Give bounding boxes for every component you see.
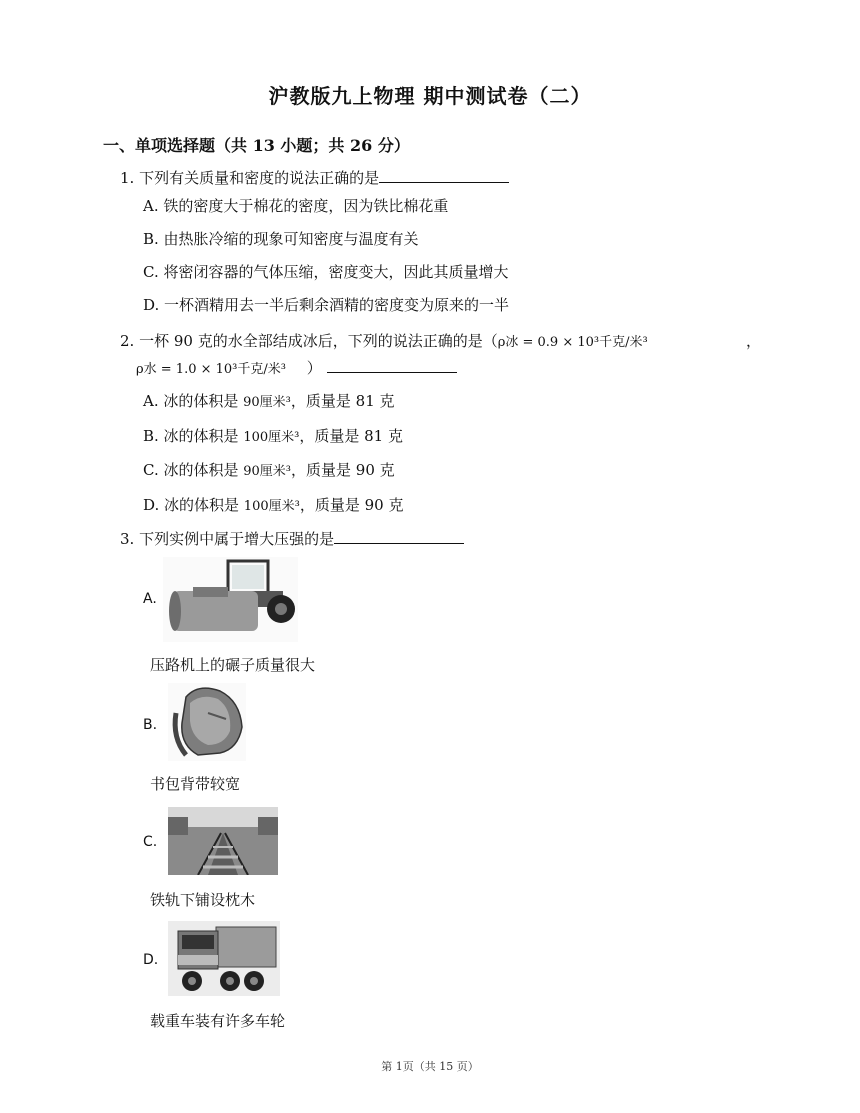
answer-blank: [327, 358, 457, 373]
question-3-stem: 3. 下列实例中属于增大压强的是: [120, 530, 335, 548]
answer-blank: [334, 529, 464, 544]
q1-option-a: A. 铁的密度大于棉花的密度，因为铁比棉花重: [143, 197, 449, 215]
q1-option-d: D. 一杯酒精用去一半后剩余酒精的密度变为原来的一半: [143, 296, 510, 314]
question-2: [120, 330, 648, 351]
dump-truck-icon: [168, 921, 280, 996]
answer-blank: [379, 168, 509, 183]
close-paren: ）: [306, 359, 322, 377]
q3-option-a-caption: 压路机上的碾子质量很大: [150, 656, 316, 674]
q2-option-c: C. 冰的体积是 90厘米³，质量是 90 克: [143, 461, 395, 479]
q3-option-c-letter: C.: [143, 834, 158, 850]
railway-track-icon: [168, 807, 278, 875]
rho-water-formula: ρ水 = 1.0 × 10³千克/米³: [136, 362, 286, 377]
page-footer: 第 1页（共 15 页）: [381, 1060, 479, 1073]
q3-option-d-letter: D.: [143, 952, 159, 968]
question-1-stem: 1. 下列有关质量和密度的说法正确的是: [120, 169, 380, 187]
section-heading: 一、单项选择题（共 13 小题；共 26 分）: [103, 136, 410, 155]
q3-option-d-caption: 载重车装有许多车轮: [150, 1012, 286, 1030]
q3-option-b-letter: B.: [143, 717, 158, 733]
page-title: 沪教版九上物理 期中测试卷（二）: [268, 84, 592, 108]
question-2-stem: 2. 一杯 90 克的水全部结成冰后，下列的说法正确的是（: [120, 332, 498, 350]
road-roller-icon: [163, 557, 298, 642]
q1-option-c: C. 将密闭容器的气体压缩，密度变大，因此其质量增大: [143, 263, 509, 281]
question-2-line2: [136, 357, 457, 378]
question-1: [120, 167, 509, 188]
q3-option-b-caption: 书包背带较宽: [150, 775, 241, 793]
q2-option-a: A. 冰的体积是 90厘米³，质量是 81 克: [143, 392, 395, 410]
q3-option-c-caption: 铁轨下铺设枕木: [150, 891, 256, 909]
rho-ice-formula: ρ冰 = 0.9 × 10³千克/米³: [497, 335, 648, 350]
backpack-icon: [168, 683, 246, 761]
q1-option-b: B. 由热胀冷缩的现象可知密度与温度有关: [143, 230, 419, 248]
formula-comma: ，: [746, 332, 762, 350]
q2-option-b: B. 冰的体积是 100厘米³，质量是 81 克: [143, 427, 403, 445]
q2-option-d: D. 冰的体积是 100厘米³，质量是 90 克: [143, 496, 404, 514]
question-3: [120, 528, 464, 549]
q3-option-a-letter: A.: [143, 591, 157, 607]
